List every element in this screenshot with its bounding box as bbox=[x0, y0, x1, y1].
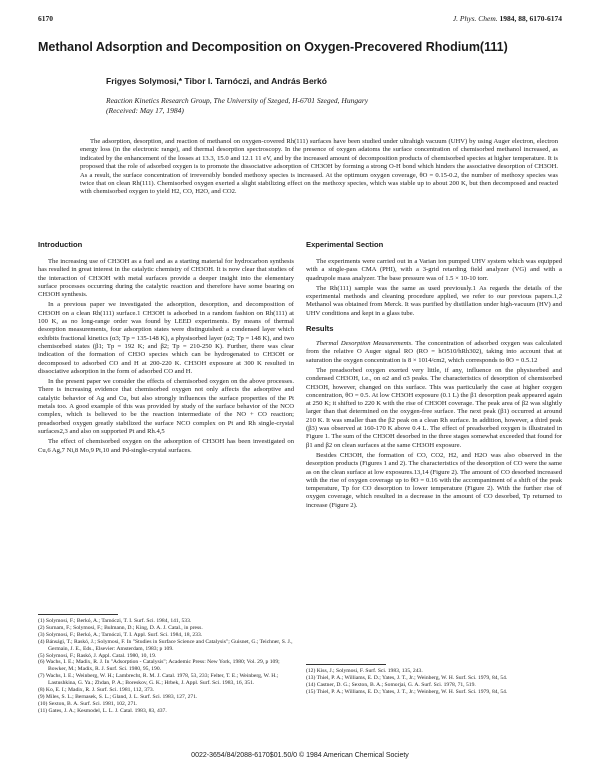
right-column bbox=[306, 240, 562, 512]
journal-name: J. Phys. Chem. bbox=[452, 14, 498, 23]
journal-volume: 1984, 88, 6170-6174 bbox=[499, 14, 562, 23]
reference: (5) Solymosi, F.; Raskó, J. Appl. Catal. 1980, 10, 19. bbox=[38, 652, 157, 659]
journal-citation bbox=[453, 14, 562, 23]
reference: (14) Castner, D. G.; Sexton, B. A.; Somorjai, G. A. Surf. Sci. 1978, 71, 519. bbox=[306, 681, 476, 688]
reference: (15) Thiel, P. A.; Williams, E. D.; Yates, J. T., Jr.; Weinberg, W. H. Surf. Sci. 1979, 84, 54. bbox=[306, 688, 508, 695]
introduction-heading: Introduction bbox=[38, 240, 83, 249]
reference: (13) Thiel, P. A.; Williams, E. D.; Yates, J. T., Jr.; Weinberg, W. H. Surf. Sci. 1979, 84, 54. bbox=[306, 674, 508, 681]
tdm-text-1: The concentration of adsorbed oxygen was calculated from the relative O Auger signal RO (RO = hO510/hRh302), taking into account that at saturation the oxygen concentration is 8 × 1014/cm2, which corresponds to θO = 0.5.12 bbox=[306, 340, 562, 364]
received-date: (Received: May 17, 1984) bbox=[106, 106, 184, 115]
reference: (10) Sexton, B. A. Surf. Sci. 1981, 102, 271. bbox=[38, 700, 138, 707]
running-header bbox=[38, 14, 562, 24]
institution: Reaction Kinetics Research Group, The University of Szeged, H-6701 Szeged, Hungary bbox=[106, 96, 369, 105]
results-heading: Results bbox=[306, 324, 334, 334]
author-list: Frigyes Solymosi,* Tibor I. Tarnóczi, and András Berkó bbox=[106, 76, 327, 86]
references-right bbox=[306, 668, 562, 696]
results-paragraph-3: Besides CH3OH, the formation of CO, CO2, H2, and H2O was also observed in the desorption products (Figures 1 and 2). The characteristics of the desorption of CO were the same as on the clean surface at low exposures.13,14 (Figure 2). The amount of CO desorbed increased with the rise of oxygen coverage up to θO = 0.16 with the accompaniment of a shift of the peak temperature, Tp for CO desorption to lower temperature (Figure 2). With the further rise of oxygen coverage, which resulted in a decrease in the amount of CO desorbed, Tp returned to increase (Figure 2). bbox=[306, 451, 562, 509]
paper-title: Methanol Adsorption and Decomposition on Oxygen-Precovered Rhodium(111) bbox=[38, 40, 508, 54]
experimental-paragraph-1: The experiments were carried out in a Varian ion pumped UHV system which was equipped with a single-pass CMA (PHI), with a 3-grid retarding field analyzer (VG) and with a quadrupole mass analyzer. The base pressure was of 1.5 × 10-10 torr. bbox=[306, 258, 562, 282]
reference: (12) Kiss, J.; Solymosi, F. Surf. Sci. 1983, 135, 243. bbox=[306, 668, 423, 674]
affiliation bbox=[106, 96, 546, 116]
copyright-footer: 0022-3654/84/2088-6170$01.50/0 © 1984 American Chemical Society bbox=[191, 752, 409, 759]
reference: (3) Solymosi, F.; Berkó, A.; Tarnóczi, T. I. Appl. Surf. Sci. 1984, 18, 233. bbox=[38, 631, 203, 638]
reference: (11) Gates, J. A.; Kesmodel, L. L. J. Catal. 1983, 83, 437. bbox=[38, 707, 167, 714]
reference: (4) Bánsági, T.; Raskó, J.; Solymosi, F. In "Studies in Surface Science and Catalysis"; Guisnet, G.; Teichner, S. J., Germain, J. E., Eds., Elsevier: Amsterdam, 1983; p 109. bbox=[38, 638, 293, 652]
reference: (9) Miles, S. L.; Bernasek, S. L.; Gland, J. L. Surf. Sci. 1983, 127, 271. bbox=[38, 693, 198, 700]
tdm-subheading: Thermal Desorption Measurements. bbox=[316, 340, 413, 348]
reference: (2) Surnam, F.; Solymosi, F.; Bulmann, D.; King, D. A. J. Catal., in press. bbox=[38, 624, 203, 631]
reference: (8) Ko, E. I.; Madix, R. J. Surf. Sci. 1981, 112, 373. bbox=[38, 687, 155, 694]
intro-paragraph-4: The effect of chemisorbed oxygen on the adsorption of CH3OH has been investigated on Cu,6 Ag,7 Ni,8 Mo,9 Pt,10 and Pd-single-crystal surfaces. bbox=[38, 438, 294, 454]
abstract: The adsorption, desorption, and reaction of methanol on oxygen-covered Rh(111) surfaces have been studied under ultrahigh vacuum (UHV) by using Auger electron, electron energy loss (in the electronic range), and thermal desorption spectroscopy. In the presence of oxygen adatoms the surface concentration of chemisorbed methanol increased, as indicated by the enhancement of the losses at 13.3, 15.0 and 12.1 11 eV, and by the increased amount of decomposition products of chemisorbed species at higher temperature. It is proposed that the role of adsorbed oxygen is to promote the dissociative adsorption of CH3OH by forming a strong O-H bond which hinders the associative desorption of CH3OH. As a result, the surface concentration of irreversibly bonded methoxy species is increased. At the optimum oxygen coverage, θO = 0.15-0.2, the number of methoxy species was twice that on clean Rh(111). Chemisorbed oxygen exerted a slight stabilizing effect on the methoxy species, which was stable up to about 200 K, but then decomposed and reacted with chemisorbed oxygen to yield H2, CO, H2O, and CO2. bbox=[80, 138, 558, 196]
page-number: 6170 bbox=[38, 14, 53, 23]
reference: (6) Wachs, I. E.; Madix, R. J. In "Adsorption - Catalysis"; Academic Press: New York, 1980; Vol. 29, p 109; Bowker, M.; Madix, R. J. Surf. Sci. 1980, 95, 190. bbox=[38, 659, 280, 673]
results-paragraph-2: The preadsorbed oxygen exerted very little, if any, influence on the physisorbed and condensed CH3OH, i.e., on α2 and α3 peaks. The characteristics of desorption of chemisorbed CH3OH, however, changed on this surface. This was particularly the case at higher oxygen concentration, θO = 0.5. At low CH3OH exposure (0.1 L) the β1 desorption peak appeared again at 250 K; it shifted to 220 K with the rise of CH3OH coverage. The peak area of β2 was slightly larger than that determined on the oxygen-free surface. The next peak (β1) occurred at around 210 K. It was smaller than the β2 peak on a clean Rh surface. In addition, however, a third peak (β3) was observed at 160-170 K above 0.4 L. The effect of preadsorbed oxygen is illustrated in Figure 1. The sum of the CH3OH desorbed in the three stages somewhat exceeded that found for β1 and β2 on clean surfaces at the same CH3OH exposure. bbox=[306, 366, 562, 449]
reference: (7) Wachs, I. E.; Weinberg, W. H.; Lambrecht, R. M. J. Catal. 1978, 53, 233; Felter, T. E.; Weinberg, W. H.; Lastushkina, G. Ya.; Zhdan, P. A.; Boreskov, G. K.; Hrbek, J. Appl. Surf. Sci. 1983, 16, 351. bbox=[38, 673, 279, 687]
experimental-paragraph-2: The Rh(111) sample was the same as used previously.1 As regards the details of the experimental methods and cleaning procedure applied, we refer to our previous papers.1,2 Methanol was obtained from Merck. It was purified by distillation under high-vacuum (HV) and UHV conditions and kept in a glass tube. bbox=[306, 284, 562, 317]
intro-paragraph-2: In a previous paper we investigated the adsorption, desorption, and decomposition of CH3OH on a clean Rh(111) surface.1 CH3OH is adsorbed in a random fashion on Rh(111) at 100 K, as no long-range order was found by LEED experiments. By means of thermal desorption measurements, four adsorption states were distinguished: a condensed layer which exhibits fractional kinetics (α3; Tp = 135-148 K), a physisorbed layer (α2; Tp = 148 K), and two chemisorbed states (β1; Tp = 192 K; and β2; Tp = 210-250 K). Further, there was clear indication of the formation of CH3O species which can be hydrogenated to CH3OH or decomposed to adsorbed CO and H at 200-220 K. CH3OH exposure at 300 K resulted in dissociative adsorption in the form of adsorbed CO and H. bbox=[38, 301, 294, 375]
references-left bbox=[38, 618, 294, 715]
footnote-rule-right bbox=[306, 664, 386, 665]
intro-paragraph-1: The increasing use of CH3OH as a fuel and as a starting material for hydrocarbon synthesis has resulted in great interest in the catalytic chemistry of CH3OH. It is now clear that studies of the interaction of CH3OH with metal surfaces provide a deeper insight into the elementary surface processes occurring during the catalytic reaction and therefore have some bearing on CH3OH synthesis. bbox=[38, 258, 294, 299]
intro-paragraph-3: In the present paper we consider the effects of chemisorbed oxygen on the above processes. There is increasing evidence that chemisorbed oxygen not only affects the adsorptive and catalytic behavior of Ag and Cu, but also strongly influences the surface properties of the Pt metals too. A good example of this was provided by study of the surface behavior of the NCO complex, which is believed to be the reaction intermediate of the NO + CO reaction; preadsorbed oxygen greatly stabilized the surface NCO complex on Pt and Rh single-crystal surfaces2,3 and also on supported Pt and Rh.4,5 bbox=[38, 378, 294, 435]
left-column bbox=[38, 240, 294, 457]
experimental-heading: Experimental Section bbox=[306, 240, 384, 249]
results-paragraph-1 bbox=[306, 340, 562, 365]
reference: (1) Solymosi, F.; Berkó, A.; Tarnóczi, T. I. Surf. Sci. 1984, 141, 533. bbox=[38, 618, 192, 624]
footnote-rule-left bbox=[38, 614, 118, 615]
